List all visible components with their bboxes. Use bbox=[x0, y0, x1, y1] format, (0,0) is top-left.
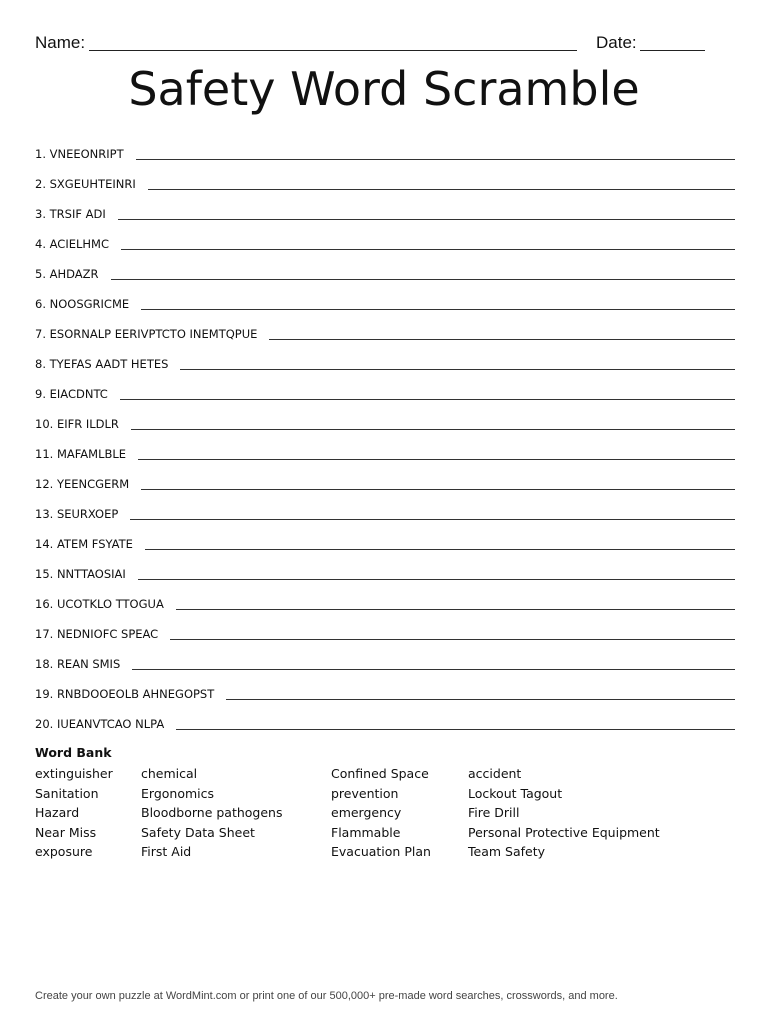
word-bank-item: Safety Data Sheet bbox=[141, 824, 255, 840]
question-row bbox=[35, 434, 735, 464]
answer-line bbox=[111, 279, 735, 280]
scrambled-word: 19. RNBDOOEOLB AHNEGOPST bbox=[35, 687, 215, 701]
scrambled-word: 14. ATEM FSYATE bbox=[35, 537, 133, 551]
scrambled-word: 2. SXGEUHTEINRI bbox=[35, 177, 136, 191]
question-row bbox=[35, 134, 735, 164]
header bbox=[35, 33, 735, 57]
word-bank-item: Lockout Tagout bbox=[468, 785, 563, 801]
question-row bbox=[35, 254, 735, 284]
scrambled-word: 9. EIACDNTC bbox=[35, 387, 108, 401]
word-bank-title: Word Bank bbox=[35, 745, 112, 760]
answer-line bbox=[145, 549, 735, 550]
word-bank-column bbox=[331, 764, 431, 862]
question-row bbox=[35, 704, 735, 734]
question-row bbox=[35, 284, 735, 314]
word-bank-item: Sanitation bbox=[35, 785, 99, 801]
question-row bbox=[35, 554, 735, 584]
scrambled-word: 6. NOOSGRICME bbox=[35, 297, 130, 311]
scrambled-word: 8. TYEFAS AADT HETES bbox=[35, 357, 169, 371]
word-bank-column bbox=[35, 764, 113, 862]
question-row bbox=[35, 194, 735, 224]
answer-line bbox=[148, 189, 735, 190]
word-bank-item: Hazard bbox=[35, 805, 80, 820]
scrambled-word: 12. YEENCGERM bbox=[35, 477, 130, 491]
scrambled-word: 1. VNEEONRIPT bbox=[35, 147, 124, 161]
answer-line bbox=[138, 459, 735, 460]
scrambled-word: 4. ACIELHMC bbox=[35, 237, 109, 251]
word-bank bbox=[35, 744, 735, 864]
word-bank-item: exposure bbox=[35, 844, 93, 859]
scrambled-word: 11. MAFAMLBLE bbox=[35, 447, 127, 461]
question-row bbox=[35, 494, 735, 524]
question-row bbox=[35, 524, 735, 554]
word-bank-item: Confined Space bbox=[331, 766, 429, 781]
date-field-line bbox=[640, 50, 705, 51]
answer-line bbox=[269, 339, 735, 340]
word-bank-item: Personal Protective Equipment bbox=[468, 824, 660, 840]
word-bank-columns bbox=[35, 764, 735, 864]
word-bank-item: chemical bbox=[141, 766, 198, 781]
word-bank-item: Ergonomics bbox=[141, 785, 215, 801]
answer-line bbox=[131, 429, 735, 430]
scrambled-word: 16. UCOTKLO TTOGUA bbox=[35, 597, 164, 611]
answer-line bbox=[180, 369, 735, 370]
question-row bbox=[35, 464, 735, 494]
answer-line bbox=[226, 699, 735, 700]
word-bank-item: extinguisher bbox=[35, 766, 113, 781]
word-bank-item: Evacuation Plan bbox=[331, 844, 431, 859]
word-bank-item: First Aid bbox=[141, 844, 192, 859]
page-title: Safety Word Scramble bbox=[128, 62, 640, 116]
word-bank-item: emergency bbox=[331, 805, 402, 820]
question-row bbox=[35, 224, 735, 254]
answer-line bbox=[136, 159, 735, 160]
word-bank-item: accident bbox=[468, 766, 522, 781]
word-bank-item: Team Safety bbox=[468, 844, 545, 859]
name-field-line bbox=[89, 50, 577, 51]
scrambled-word: 10. EIFR ILDLR bbox=[35, 417, 119, 431]
answer-line bbox=[176, 729, 735, 730]
answer-line bbox=[130, 519, 735, 520]
word-bank-column bbox=[141, 764, 283, 862]
word-bank-item: Bloodborne pathogens bbox=[141, 805, 283, 820]
question-row bbox=[35, 314, 735, 344]
question-list bbox=[35, 134, 735, 734]
answer-line bbox=[132, 669, 735, 670]
question-row bbox=[35, 644, 735, 674]
scrambled-word: 7. ESORNALP EERIVPTCTO INEMTQPUE bbox=[35, 327, 258, 341]
question-row bbox=[35, 614, 735, 644]
question-row bbox=[35, 674, 735, 704]
scrambled-word: 17. NEDNIOFC SPEAC bbox=[35, 627, 159, 641]
answer-line bbox=[138, 579, 735, 580]
answer-line bbox=[118, 219, 735, 220]
question-row bbox=[35, 404, 735, 434]
scrambled-word: 5. AHDAZR bbox=[35, 267, 99, 281]
scrambled-word: 20. IUEANVTCAO NLPA bbox=[35, 717, 165, 731]
word-bank-column bbox=[468, 764, 660, 862]
name-label: Name: bbox=[35, 33, 86, 52]
answer-line bbox=[141, 489, 735, 490]
word-bank-item: Fire Drill bbox=[468, 805, 520, 820]
answer-line bbox=[176, 609, 735, 610]
scrambled-word: 15. NNTTAOSIAI bbox=[35, 567, 126, 581]
answer-line bbox=[170, 639, 735, 640]
question-row bbox=[35, 584, 735, 614]
question-row bbox=[35, 164, 735, 194]
scrambled-word: 18. REAN SMIS bbox=[35, 657, 121, 671]
answer-line bbox=[141, 309, 735, 310]
word-bank-item: Near Miss bbox=[35, 824, 97, 840]
scrambled-word: 13. SEURXOEP bbox=[35, 507, 119, 521]
word-bank-item: Flammable bbox=[331, 824, 401, 840]
question-row bbox=[35, 344, 735, 374]
answer-line bbox=[121, 249, 735, 250]
scrambled-word: 3. TRSIF ADI bbox=[35, 207, 106, 221]
footer-note: Create your own puzzle at WordMint.com or print one of our 500,000+ pre-made word searches, crosswords, and more. bbox=[35, 990, 618, 1002]
answer-line bbox=[120, 399, 735, 400]
date-label: Date: bbox=[596, 33, 637, 52]
word-bank-item: prevention bbox=[331, 785, 399, 801]
question-row bbox=[35, 374, 735, 404]
